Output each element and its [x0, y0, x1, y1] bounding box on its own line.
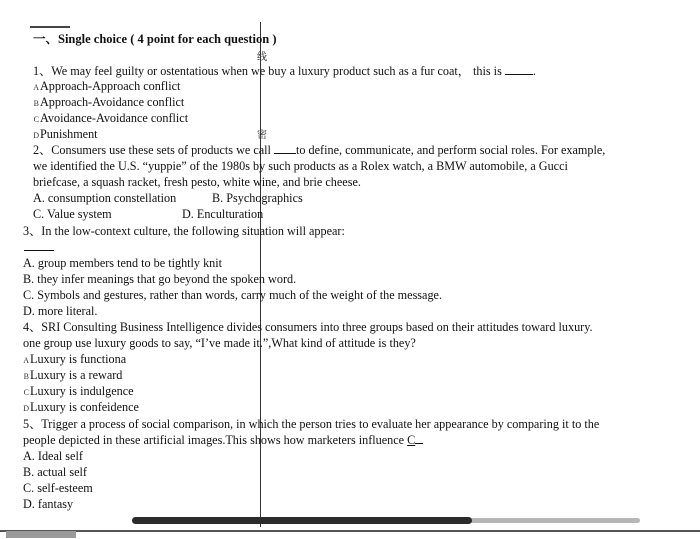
q5-answer: C [407, 433, 416, 447]
q1-option-c[interactable] [33, 111, 188, 127]
q1-option-a-text: Approach-Approach conflict [40, 79, 181, 93]
scrollbar-thumb[interactable] [132, 517, 472, 524]
q4-option-c-mark: C [23, 388, 29, 397]
q4-option-b-mark: B [23, 372, 29, 381]
q1-option-d-text: Punishment [40, 127, 98, 141]
q4-option-d-text: Luxury is confeidence [30, 400, 139, 414]
q2-option-d[interactable]: D. Enculturation [182, 207, 264, 221]
q5-line-1: 5、Trigger a process of social comparison, in which the person tries to evaluate her appearance by comparing it to the [23, 417, 600, 431]
q5-blank [415, 434, 423, 444]
q5-option-c[interactable]: C. self-esteem [23, 481, 93, 495]
q4-option-b[interactable] [23, 368, 122, 384]
q4-option-a-mark: A [23, 356, 29, 365]
q1-option-a-mark: A [33, 83, 39, 92]
q1-option-d[interactable] [33, 127, 98, 143]
q4-option-b-text: Luxury is a reward [30, 368, 123, 382]
q1-option-c-mark: C [33, 115, 39, 124]
q3-option-d[interactable]: D. more literal. [23, 304, 98, 318]
q2-option-a[interactable]: A. consumption constellation [33, 191, 177, 205]
q2-line-2: we identified the U.S. “yuppie” of the 1980s by such products as a Rolex watch, a BMW automobile, a Gucci [33, 159, 568, 173]
q2-line-1-a: 2、Consumers use these sets of products we call [33, 143, 271, 157]
q3-option-c[interactable]: C. Symbols and gestures, rather than words, carry much of the weight of the message. [23, 288, 443, 302]
q1-stem [33, 64, 536, 79]
section-heading: 一、Single choice ( 4 point for each question ) [33, 32, 277, 46]
q3-option-a[interactable]: A. group members tend to be tightly knit [23, 256, 223, 270]
q5-option-a[interactable]: A. Ideal self [23, 449, 83, 463]
q2-option-c[interactable]: C. Value system [33, 207, 112, 221]
q4-option-a[interactable] [23, 352, 126, 368]
q4-option-d-mark: D [23, 404, 29, 413]
q1-option-b-text: Approach-Avoidance conflict [40, 95, 185, 109]
q1-option-d-mark: D [33, 131, 39, 140]
q3-stem: 3、In the low-context culture, the following situation will appear: [23, 224, 345, 238]
q1-option-a[interactable] [33, 79, 180, 95]
q5-line-2-text: people depicted in these artificial images.This shows how marketers influence [23, 433, 405, 447]
q1-option-c-text: Avoidance-Avoidance conflict [40, 111, 189, 125]
q5-option-d[interactable]: D. fantasy [23, 497, 74, 511]
bottom-rule [0, 530, 700, 532]
q4-option-d[interactable] [23, 400, 139, 416]
top-rule [30, 26, 70, 28]
q1-option-b-mark: B [33, 99, 39, 108]
q3-blank [24, 250, 54, 251]
q2-line-1 [33, 143, 605, 158]
q2-line-1-b: to define, communicate, and perform social roles. For example, [296, 143, 606, 157]
q3-option-b[interactable]: B. they infer meanings that go beyond the spoken word. [23, 272, 297, 286]
q4-line-2: one group use luxury goods to say, “I’ve made it.”,What kind of attitude is they? [23, 336, 416, 350]
footer-blur-mark [6, 531, 76, 538]
q5-line-2 [23, 433, 423, 448]
q4-line-1: 4、SRI Consulting Business Intelligence divides consumers into three groups based on their attitudes toward luxury. [23, 320, 593, 334]
q1-blank [505, 65, 533, 75]
q1-stem-text: 1、We may feel guilty or ostentatious when we buy a luxury product such as a fur coat， this is [33, 64, 502, 78]
q4-option-c-text: Luxury is indulgence [30, 384, 134, 398]
q1-stem-end: . [532, 64, 536, 78]
q2-blank [274, 144, 296, 154]
q2-option-b[interactable]: B. Psychographics [212, 191, 303, 205]
gutter-label-top: 线 [257, 52, 267, 63]
q2-line-3: briefcase, a squash racket, fresh pesto, white wine, and brie cheese. [33, 175, 361, 189]
gutter-label-mid: 密 [257, 130, 267, 141]
q5-option-b[interactable]: B. actual self [23, 465, 87, 479]
q1-option-b[interactable] [33, 95, 184, 111]
q4-option-a-text: Luxury is functiona [30, 352, 127, 366]
q4-option-c[interactable] [23, 384, 134, 400]
